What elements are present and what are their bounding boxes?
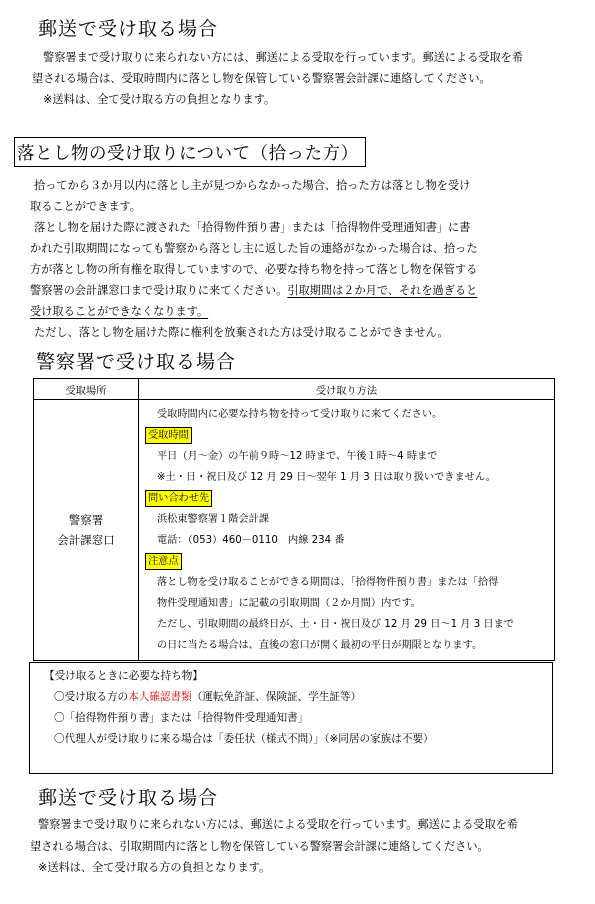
id-documents-emphasis: 本人確認書類 bbox=[128, 691, 192, 703]
place-line2: 会計課窓口 bbox=[57, 533, 115, 547]
method-intro: 受取時間内に必要な持ち物を持って受け取りに来てください。 bbox=[157, 409, 443, 420]
pickup-table bbox=[33, 378, 555, 661]
required-items-title: 【受け取るときに必要な持ち物】 bbox=[44, 670, 203, 682]
required-items-box bbox=[29, 662, 553, 774]
finder-line: 警察署の会計課窓口まで受け取りに来てください。 bbox=[30, 284, 288, 297]
required-item: 〇受け取る方の本人確認書類（運転免許証、保険証、学生証等） bbox=[54, 691, 362, 703]
pickup-place-cell bbox=[34, 400, 139, 661]
caution-line4: の日に当たる場合は、直後の窓口が開く最初の平日が期限となります。 bbox=[157, 640, 483, 651]
pickup-period-warning-cont: 受け取ることができなくなります。 bbox=[30, 305, 209, 318]
finder-line: 拾ってから３か月以内に落とし主が見つからなかった場合、拾った方は落とし物を受け bbox=[34, 179, 471, 192]
required-item: 〇「拾得物件預り書」または「拾得物件受理通知書」 bbox=[54, 712, 309, 724]
caution-line1: 落とし物を受け取ることができる期間は、「拾得物件預り書」または「拾得 bbox=[157, 577, 499, 588]
contact-line1: 浜松東警察署１階会計課 bbox=[157, 514, 270, 525]
top-heading: 郵送で受け取る場合 bbox=[38, 18, 219, 40]
finder-line: かれた引取期間になっても警察から落とし主に返した旨の連絡がなかった場合は、拾った bbox=[30, 242, 478, 255]
bottom-heading: 郵送で受け取る場合 bbox=[38, 787, 219, 809]
finder-line: 方が落とし物の所有権を取得していますので、必要な持ち物を持って落とし物を保管する bbox=[30, 263, 478, 276]
police-heading: 警察署で受け取る場合 bbox=[36, 351, 237, 373]
pickup-method-cell bbox=[139, 400, 555, 661]
finder-line: 落とし物を届けた際に渡された「拾得物件預り書」または「拾得物件受理通知書」に書 bbox=[34, 221, 471, 234]
contact-label: 問い合わせ先 bbox=[145, 490, 212, 507]
caution-line3: ただし、引取期間の最終日が、土・日・祝日及び 12 月 29 日～1 月 3 日まで bbox=[157, 619, 514, 630]
bottom-note: ※送料は、全て受け取る方の負担となります。 bbox=[38, 861, 271, 874]
finder-section-body bbox=[30, 175, 570, 343]
table-header-method: 受け取り方法 bbox=[139, 379, 555, 400]
pickup-period-warning: 引取期間は２か月で、それを過ぎると bbox=[287, 284, 478, 297]
hours-line2: ※土・日・祝日及び 12 月 29 日～翌年 1 月 3 日は取り扱いできません。 bbox=[157, 472, 496, 483]
finder-section-title: 落とし物の受け取りについて（拾った方） bbox=[14, 137, 366, 167]
required-item: 〇代理人が受け取りに来る場合は「委任状（様式不問）」（※同居の家族は不要） bbox=[54, 733, 434, 745]
top-note: ※送料は、全て受け取る方の負担となります。 bbox=[43, 93, 276, 106]
top-para-line1: 警察署まで受け取りに来られない方には、郵送による受取を行っています。郵送による受取を希 bbox=[43, 51, 524, 64]
hours-label: 受取時間 bbox=[145, 427, 192, 444]
bottom-para-line1: 警察署まで受け取りに来られない方には、郵送による受取を行っています。郵送による受取を希 bbox=[38, 818, 519, 831]
hours-line1: 平日（月～金）の午前９時～12 時まで、午後１時～4 時まで bbox=[157, 451, 438, 462]
caution-line2: 物件受理通知書」に記載の引取期間（２か月間）内です。 bbox=[157, 598, 422, 609]
finder-line: 取ることができます。 bbox=[30, 200, 141, 213]
place-line1: 警察署 bbox=[68, 513, 104, 527]
finder-last-line: ただし、落とし物を届けた際に権利を放棄された方は受け取ることができません。 bbox=[34, 326, 449, 339]
caution-label: 注意点 bbox=[145, 553, 182, 570]
table-header-place: 受取場所 bbox=[34, 379, 139, 400]
top-para-line2: 望される場合は、受取時間内に落とし物を保管している警察署会計課に連絡してください。 bbox=[32, 72, 491, 85]
contact-phone: 電話：（053）460－0110 内線 234 番 bbox=[157, 535, 345, 546]
bottom-para-line2: 望される場合は、引取期間内に落とし物を保管している警察署会計課に連絡してください。 bbox=[30, 840, 489, 853]
